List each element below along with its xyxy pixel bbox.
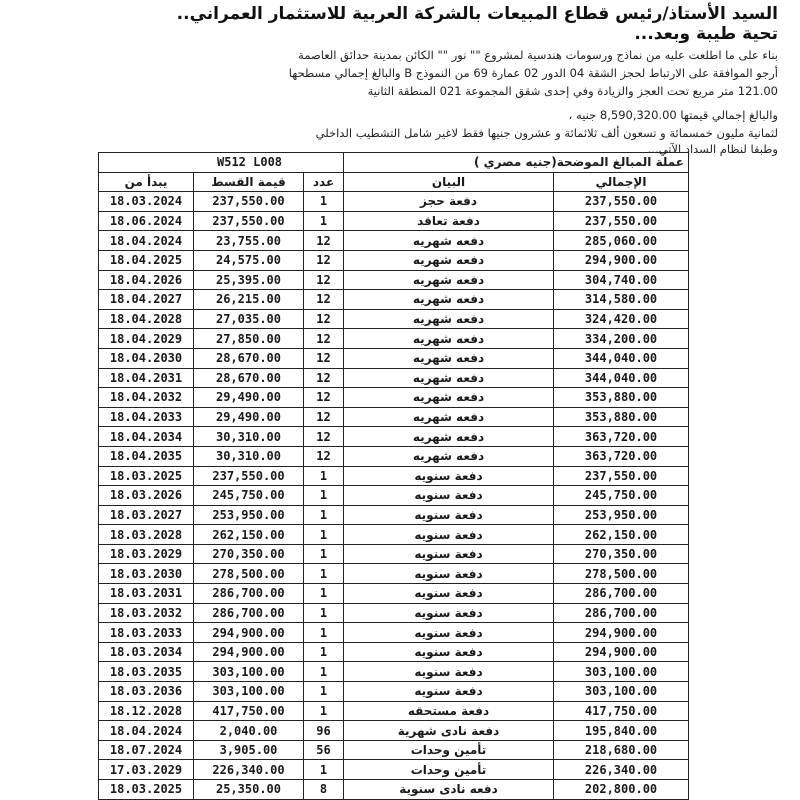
cell-installment: 278,500.00 [194, 564, 304, 584]
cell-total: 353,880.00 [554, 388, 689, 408]
cell-installment: 253,950.00 [194, 505, 304, 525]
cell-total: 262,150.00 [554, 525, 689, 545]
cell-total: 314,580.00 [554, 290, 689, 310]
cell-total: 245,750.00 [554, 486, 689, 506]
cell-installment: 226,340.00 [194, 760, 304, 780]
table-row [99, 348, 689, 368]
cell-description: دفعة سنويه [344, 584, 554, 604]
cell-start-date: 17.03.2029 [99, 760, 194, 780]
cell-total: 353,880.00 [554, 407, 689, 427]
cell-installment: 23,755.00 [194, 231, 304, 251]
cell-description: دفعة سنويه [344, 466, 554, 486]
cell-start-date: 18.03.2028 [99, 525, 194, 545]
cell-start-date: 18.04.2035 [99, 446, 194, 466]
table-row [99, 603, 689, 623]
cell-count: 1 [304, 525, 344, 545]
cell-installment: 286,700.00 [194, 603, 304, 623]
cell-description: دفعة سنويه [344, 525, 554, 545]
cell-description: دفعه شهريه [344, 290, 554, 310]
salutation: السيد الأستاذ/رئيس قطاع المبيعات بالشركة العربية للاستثمار العمراني.. [176, 4, 778, 24]
paragraph-line-2: أرجو الموافقة على الارتباط لحجز الشقة 04 الدور 02 عمارة 69 من النموذج B والبالغ إجمالي مسطحها [288, 66, 778, 80]
table-row [99, 309, 689, 329]
cell-description: دفعه شهريه [344, 407, 554, 427]
cell-total: 237,550.00 [554, 466, 689, 486]
cell-start-date: 18.03.2026 [99, 486, 194, 506]
cell-count: 12 [304, 329, 344, 349]
cell-description: تأمين وحدات [344, 740, 554, 760]
cell-count: 1 [304, 642, 344, 662]
cell-installment: 26,215.00 [194, 290, 304, 310]
table-row [99, 329, 689, 349]
cell-count: 12 [304, 348, 344, 368]
cell-installment: 286,700.00 [194, 584, 304, 604]
cell-count: 12 [304, 250, 344, 270]
cell-installment: 245,750.00 [194, 486, 304, 506]
cell-installment: 27,850.00 [194, 329, 304, 349]
cell-count: 12 [304, 231, 344, 251]
cell-count: 1 [304, 564, 344, 584]
cell-installment: 2,040.00 [194, 721, 304, 741]
cell-total: 344,040.00 [554, 348, 689, 368]
cell-total: 303,100.00 [554, 682, 689, 702]
cell-description: دفعة سنويه [344, 623, 554, 643]
cell-start-date: 18.03.2027 [99, 505, 194, 525]
cell-installment: 294,900.00 [194, 642, 304, 662]
paragraph-line-5: لثمانية مليون خمسمائة و تسعون ألف ثلاثمائة و عشرون جنيها فقط لاغير شامل التشطيب الداخلي [315, 126, 778, 140]
cell-total: 286,700.00 [554, 603, 689, 623]
cell-description: دفعة سنويه [344, 682, 554, 702]
cell-installment: 417,750.00 [194, 701, 304, 721]
table-row [99, 721, 689, 741]
cell-start-date: 18.06.2024 [99, 211, 194, 231]
cell-total: 417,750.00 [554, 701, 689, 721]
cell-installment: 237,550.00 [194, 466, 304, 486]
cell-count: 12 [304, 407, 344, 427]
cell-description: دفعه شهريه [344, 309, 554, 329]
table-row [99, 250, 689, 270]
cell-start-date: 18.03.2035 [99, 662, 194, 682]
cell-installment: 28,670.00 [194, 368, 304, 388]
col-header-start: يبدأ من [99, 172, 194, 192]
cell-installment: 30,310.00 [194, 427, 304, 447]
cell-total: 237,550.00 [554, 192, 689, 212]
cell-count: 12 [304, 388, 344, 408]
cell-total: 304,740.00 [554, 270, 689, 290]
cell-total: 334,200.00 [554, 329, 689, 349]
table-row [99, 388, 689, 408]
cell-count: 12 [304, 446, 344, 466]
cell-description: دفعة سنويه [344, 505, 554, 525]
cell-total: 294,900.00 [554, 250, 689, 270]
table-row [99, 642, 689, 662]
paragraph-line-6: وطبقا لنظام السداد الآتي... [647, 142, 778, 156]
paragraph-line-4: والبالغ إجمالي قيمتها 8,590,320.00 جنيه ، [568, 108, 778, 122]
table-row [99, 192, 689, 212]
cell-installment: 237,550.00 [194, 211, 304, 231]
table-row [99, 231, 689, 251]
cell-description: دفعه شهريه [344, 427, 554, 447]
cell-start-date: 18.03.2025 [99, 780, 194, 800]
table-row [99, 486, 689, 506]
table-row [99, 446, 689, 466]
cell-description: دفعه شهريه [344, 250, 554, 270]
cell-count: 12 [304, 270, 344, 290]
cell-installment: 294,900.00 [194, 623, 304, 643]
cell-count: 1 [304, 760, 344, 780]
cell-count: 12 [304, 427, 344, 447]
cell-installment: 30,310.00 [194, 446, 304, 466]
table-body [99, 192, 689, 799]
cell-count: 1 [304, 211, 344, 231]
cell-installment: 29,490.00 [194, 407, 304, 427]
cell-count: 56 [304, 740, 344, 760]
cell-start-date: 18.03.2029 [99, 544, 194, 564]
paragraph-line-1: بناء على ما اطلعت عليه من نماذج ورسومات هندسية لمشروع "" نور "" الكائن بمدينة حدائق العاصمة [298, 48, 778, 62]
greeting: تحية طيبة وبعد... [634, 24, 778, 44]
cell-installment: 24,575.00 [194, 250, 304, 270]
cell-description: دفعة نادى شهرية [344, 721, 554, 741]
cell-total: 286,700.00 [554, 584, 689, 604]
table-row [99, 211, 689, 231]
cell-total: 285,060.00 [554, 231, 689, 251]
cell-count: 1 [304, 662, 344, 682]
cell-description: دفعه شهريه [344, 270, 554, 290]
col-header-count: عدد [304, 172, 344, 192]
cell-start-date: 18.03.2024 [99, 192, 194, 212]
cell-installment: 303,100.00 [194, 662, 304, 682]
cell-start-date: 18.04.2029 [99, 329, 194, 349]
cell-total: 303,100.00 [554, 662, 689, 682]
cell-start-date: 18.03.2031 [99, 584, 194, 604]
table-row [99, 525, 689, 545]
cell-total: 195,840.00 [554, 721, 689, 741]
unit-code: W512 L008 [99, 153, 344, 173]
table-row [99, 564, 689, 584]
cell-installment: 303,100.00 [194, 682, 304, 702]
cell-total: 253,950.00 [554, 505, 689, 525]
table-row [99, 662, 689, 682]
table-row [99, 290, 689, 310]
cell-start-date: 18.04.2024 [99, 721, 194, 741]
cell-count: 1 [304, 584, 344, 604]
cell-count: 1 [304, 466, 344, 486]
cell-total: 278,500.00 [554, 564, 689, 584]
cell-count: 12 [304, 368, 344, 388]
cell-installment: 3,905.00 [194, 740, 304, 760]
cell-start-date: 18.04.2028 [99, 309, 194, 329]
cell-total: 226,340.00 [554, 760, 689, 780]
cell-start-date: 18.03.2036 [99, 682, 194, 702]
cell-installment: 262,150.00 [194, 525, 304, 545]
cell-description: دفعة سنويه [344, 544, 554, 564]
table-row [99, 466, 689, 486]
cell-total: 270,350.00 [554, 544, 689, 564]
col-header-description: البيان [344, 172, 554, 192]
cell-start-date: 18.03.2033 [99, 623, 194, 643]
cell-total: 324,420.00 [554, 309, 689, 329]
col-header-total: الإجمالي [554, 172, 689, 192]
cell-count: 1 [304, 623, 344, 643]
cell-start-date: 18.04.2030 [99, 348, 194, 368]
table-row [99, 368, 689, 388]
cell-start-date: 18.03.2030 [99, 564, 194, 584]
cell-installment: 25,350.00 [194, 780, 304, 800]
cell-description: دفعة سنويه [344, 662, 554, 682]
table-row [99, 544, 689, 564]
cell-description: دفعة سنويه [344, 564, 554, 584]
table-row [99, 407, 689, 427]
cell-description: دفعه شهريه [344, 388, 554, 408]
cell-total: 363,720.00 [554, 446, 689, 466]
table-row [99, 270, 689, 290]
cell-start-date: 18.12.2028 [99, 701, 194, 721]
cell-total: 294,900.00 [554, 623, 689, 643]
cell-count: 1 [304, 701, 344, 721]
cell-description: دفعه شهريه [344, 348, 554, 368]
table-header-row [99, 172, 689, 192]
cell-total: 237,550.00 [554, 211, 689, 231]
cell-start-date: 18.03.2034 [99, 642, 194, 662]
table-row [99, 682, 689, 702]
cell-description: تأمين وحدات [344, 760, 554, 780]
cell-description: دفعه شهريه [344, 231, 554, 251]
table-row [99, 427, 689, 447]
cell-installment: 25,395.00 [194, 270, 304, 290]
table-top-row [99, 153, 689, 173]
col-header-installment: قيمة القسط [194, 172, 304, 192]
cell-start-date: 18.04.2024 [99, 231, 194, 251]
cell-count: 1 [304, 682, 344, 702]
cell-start-date: 18.07.2024 [99, 740, 194, 760]
cell-description: دفعه شهريه [344, 446, 554, 466]
table-row [99, 623, 689, 643]
cell-installment: 270,350.00 [194, 544, 304, 564]
cell-installment: 237,550.00 [194, 192, 304, 212]
table-row [99, 780, 689, 800]
cell-description: دفعه شهريه [344, 368, 554, 388]
cell-start-date: 18.04.2026 [99, 270, 194, 290]
cell-count: 1 [304, 544, 344, 564]
cell-total: 363,720.00 [554, 427, 689, 447]
cell-description: دفعة حجز [344, 192, 554, 212]
cell-description: دفعة سنويه [344, 642, 554, 662]
cell-start-date: 18.03.2025 [99, 466, 194, 486]
paragraph-line-3: 121.00 متر مربع تحت العجز والزيادة وفي إحدى شقق المجموعة 021 المنطقة الثانية [367, 84, 778, 98]
table-row [99, 701, 689, 721]
cell-description: دفعه نادى سنوية [344, 780, 554, 800]
cell-start-date: 18.04.2034 [99, 427, 194, 447]
cell-description: دفعة مستحقه [344, 701, 554, 721]
cell-total: 218,680.00 [554, 740, 689, 760]
cell-description: دفعة سنويه [344, 603, 554, 623]
cell-total: 202,800.00 [554, 780, 689, 800]
cell-count: 1 [304, 486, 344, 506]
cell-count: 1 [304, 505, 344, 525]
cell-description: دفعة سنويه [344, 486, 554, 506]
cell-count: 8 [304, 780, 344, 800]
cell-count: 12 [304, 309, 344, 329]
cell-description: دفعه شهريه [344, 329, 554, 349]
cell-start-date: 18.04.2027 [99, 290, 194, 310]
cell-start-date: 18.04.2033 [99, 407, 194, 427]
cell-start-date: 18.04.2031 [99, 368, 194, 388]
table-row [99, 740, 689, 760]
cell-count: 1 [304, 192, 344, 212]
cell-count: 12 [304, 290, 344, 310]
cell-installment: 28,670.00 [194, 348, 304, 368]
cell-start-date: 18.03.2032 [99, 603, 194, 623]
cell-count: 96 [304, 721, 344, 741]
cell-installment: 27,035.00 [194, 309, 304, 329]
cell-start-date: 18.04.2025 [99, 250, 194, 270]
cell-description: دفعة تعاقد [344, 211, 554, 231]
cell-count: 1 [304, 603, 344, 623]
cell-total: 344,040.00 [554, 368, 689, 388]
table-row [99, 760, 689, 780]
currency-label: عملة المبالغ الموضحة(جنيه مصري ) [344, 153, 689, 173]
cell-total: 294,900.00 [554, 642, 689, 662]
table-row [99, 584, 689, 604]
payment-schedule-table [98, 152, 689, 800]
cell-start-date: 18.04.2032 [99, 388, 194, 408]
table-row [99, 505, 689, 525]
cell-installment: 29,490.00 [194, 388, 304, 408]
